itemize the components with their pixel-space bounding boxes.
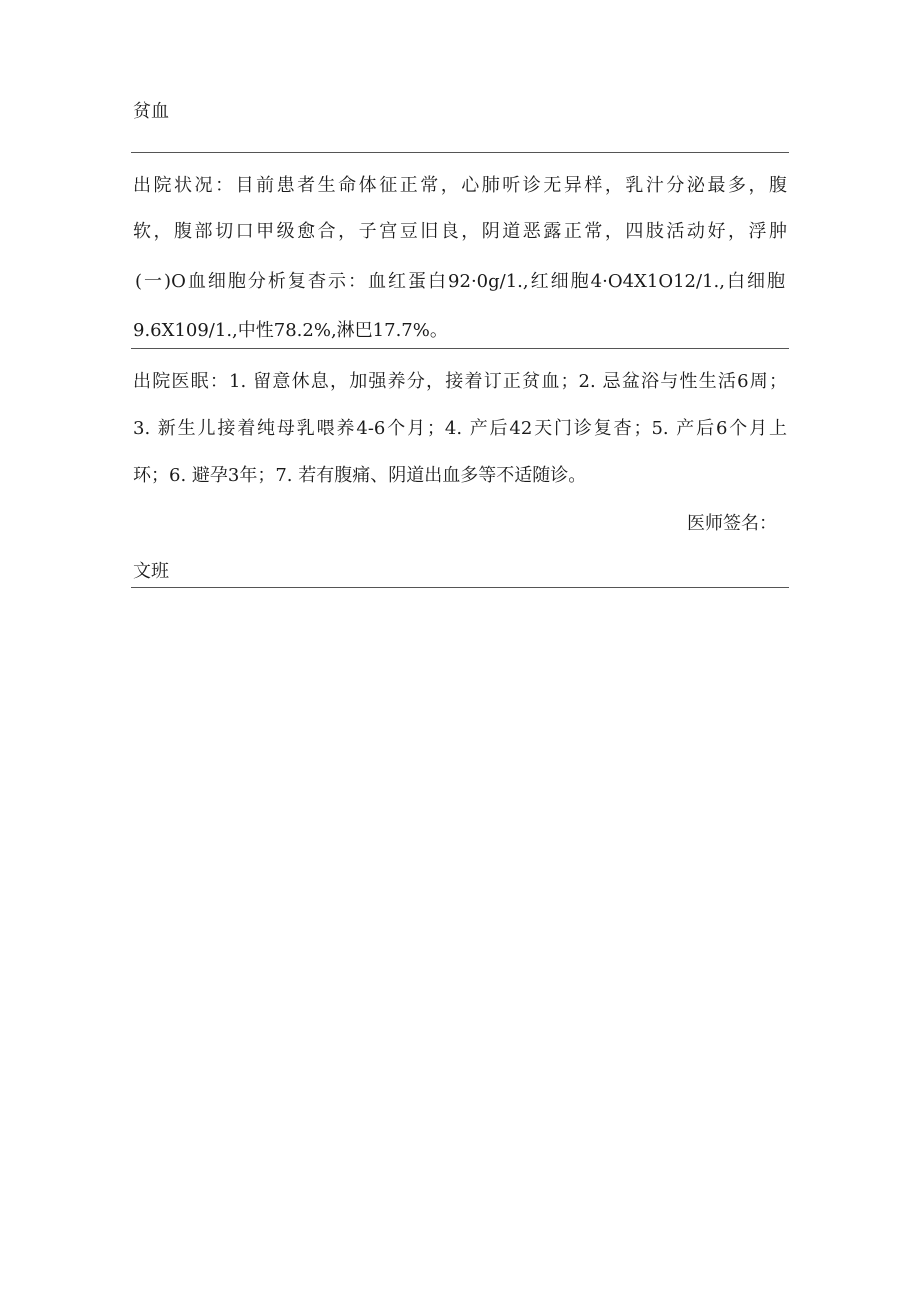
discharge-advice-line-2: 3. 新生儿接着纯母乳喂养4-6个月；4. 产后42天门诊复杳；5. 产后6个月上 xyxy=(133,418,787,439)
signature-label: 医师签名： xyxy=(687,513,777,534)
discharge-status-line-2: 软，腹部切口甲级愈合，子宫豆旧良，阴道恶露正常，四肢活动好，浮肿 xyxy=(133,221,787,242)
divider-line xyxy=(131,348,789,349)
blood-test-line-1: (一)O血细胞分析复杳示：血红蛋白92·0g/1.,红细胞4·O4X1O12/1.,白细胞 xyxy=(135,271,785,292)
diagnosis-text: 贫血 xyxy=(133,101,169,122)
discharge-status-line-1: 出院状况：目前患者生命体征正常，心肺听诊无异样，乳汁分泌最多，腹 xyxy=(133,175,787,196)
signature-name: 文班 xyxy=(133,561,169,582)
divider-line xyxy=(131,152,789,153)
discharge-advice-line-1: 出院医眠：1. 留意休息，加强养分，接着订正贫血；2. 忌盆浴与性生活6周； xyxy=(133,371,787,392)
blood-test-line-2: 9.6X109/1.,中性78.2%,淋巴17.7%。 xyxy=(133,320,448,341)
discharge-advice-line-3: 环；6. 避孕3年；7. 若有腹痛、阴道出血多等不适随诊。 xyxy=(133,465,587,486)
divider-line xyxy=(131,587,789,588)
